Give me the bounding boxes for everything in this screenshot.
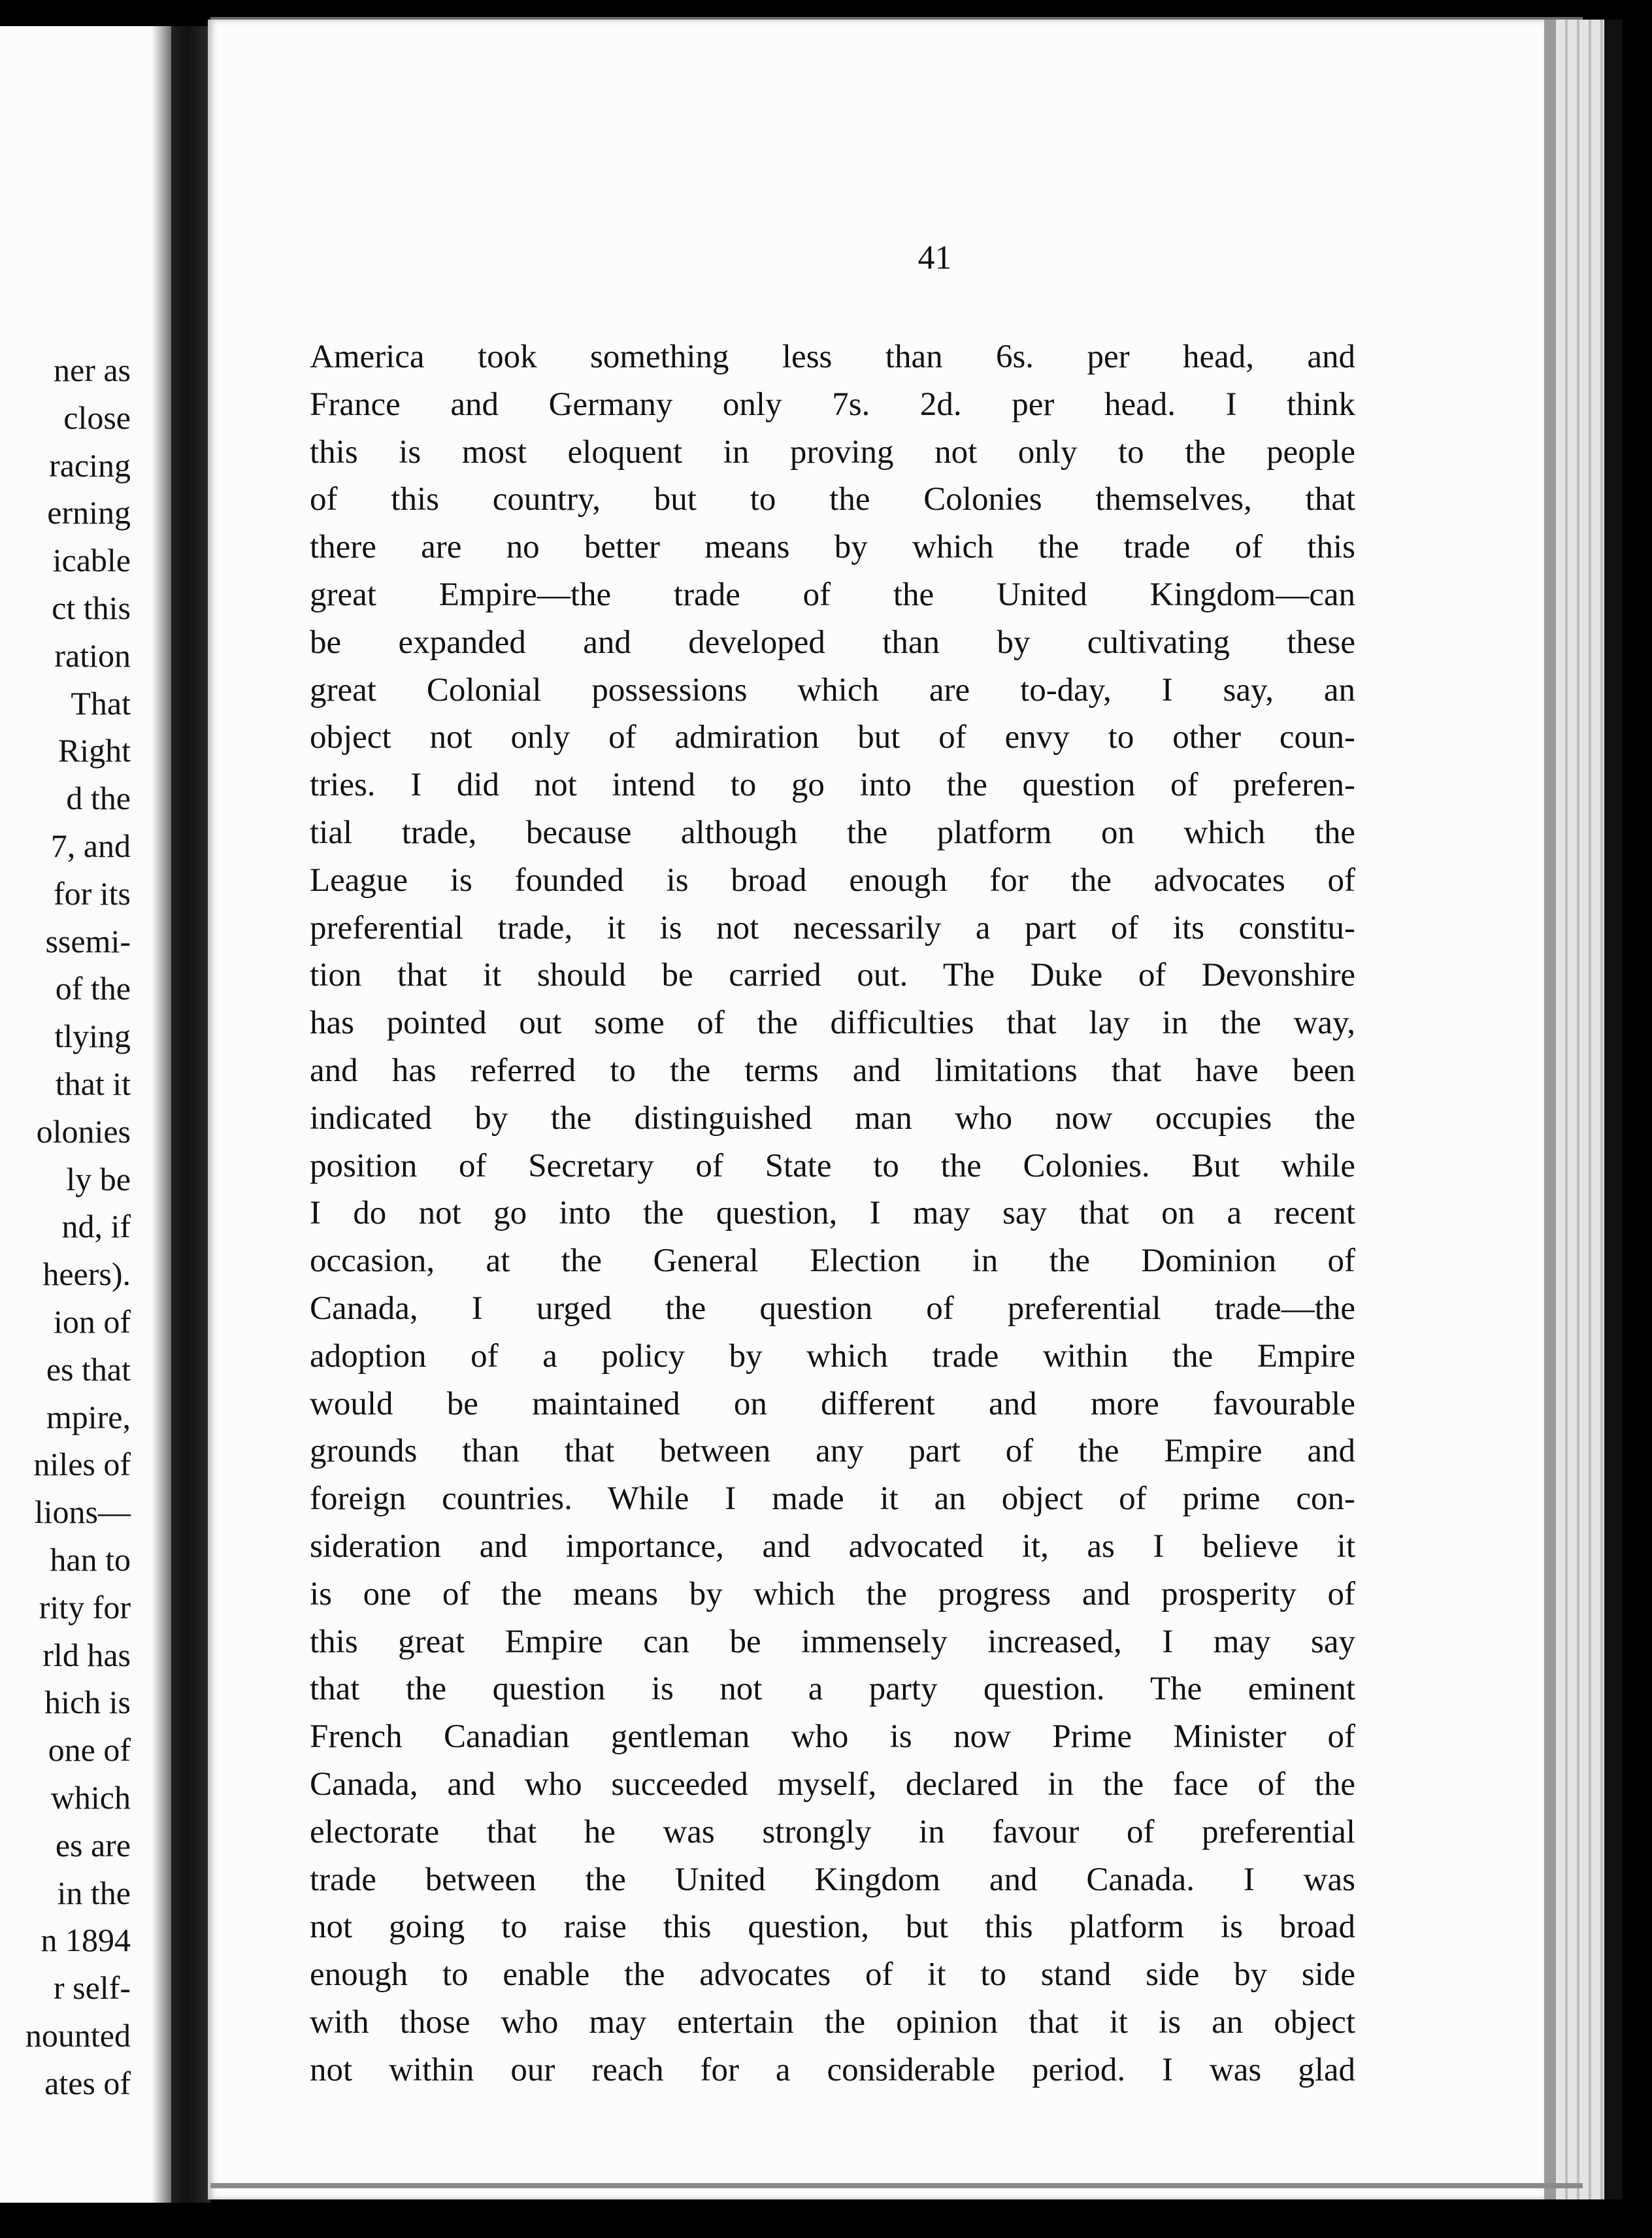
page-number: 41: [917, 239, 952, 276]
facing-line: of the: [55, 970, 131, 1007]
facing-line: heers).: [42, 1256, 131, 1293]
facing-line: olonies: [36, 1112, 131, 1150]
text-line: be expanded and developed than by cultivating these: [310, 624, 1355, 661]
facing-page-text: [0, 346, 131, 2107]
text-line: adoption of a policy by which trade within the Empire: [310, 1337, 1355, 1375]
text-line: is one of the means by which the progress and prosperity of: [310, 1575, 1355, 1612]
facing-line: close: [63, 399, 131, 436]
text-line: great Empire—the trade of the United Kingdom—can: [310, 576, 1355, 613]
body-text: [310, 333, 1355, 2094]
text-line: I do not go into the question, I may say that on a recent: [310, 1195, 1355, 1232]
facing-line: ct this: [52, 589, 131, 626]
text-line: not within our reach for a considerable period. I was glad: [310, 2051, 1355, 2088]
facing-line: in the: [57, 1874, 131, 1911]
facing-line: ates of: [44, 2064, 131, 2101]
text-line: great Colonial possessions which are to-day, I say, an: [310, 671, 1355, 709]
text-line: Canada, I urged the question of preferential trade—the: [310, 1290, 1355, 1327]
text-line: object not only of admiration but of envy to other coun-: [310, 719, 1355, 756]
text-line: French Canadian gentleman who is now Prime Minister of: [310, 1718, 1355, 1756]
text-line: France and Germany only 7s. 2d. per head. I think: [310, 386, 1355, 423]
text-line: grounds than that between any part of the Empire and: [310, 1433, 1355, 1470]
text-line: and has referred to the terms and limitations that have been: [310, 1052, 1355, 1089]
text-line: of this country, but to the Colonies themselves, that: [310, 481, 1355, 518]
facing-page: [0, 26, 171, 2203]
text-line: League is founded is broad enough for the advocates of: [310, 861, 1355, 899]
text-line: trade between the United Kingdom and Canada. I was: [310, 1861, 1355, 1898]
text-line: tial trade, because although the platform on which the: [310, 814, 1355, 851]
facing-line: one of: [48, 1731, 131, 1769]
text-line: preferential trade, it is not necessarily a part of its constitu-: [310, 909, 1355, 946]
text-line: this great Empire can be immensely increased, I may say: [310, 1623, 1355, 1660]
facing-line: ration: [54, 637, 131, 674]
facing-line: rity for: [39, 1588, 131, 1626]
text-line: America took something less than 6s. per head, and: [310, 339, 1355, 375]
text-line: electorate that he was strongly in favour of preferential: [310, 1813, 1355, 1850]
page-edges: [1544, 20, 1623, 2199]
text-line: has pointed out some of the difficulties that lay in the way,: [310, 1005, 1355, 1042]
text-line: tion that it should be carried out. The Duke of Devonshire: [310, 957, 1355, 994]
facing-line: 7, and: [50, 827, 131, 864]
facing-line: ner as: [54, 352, 131, 388]
facing-line: tlying: [54, 1018, 131, 1055]
facing-line: lions—: [34, 1494, 131, 1531]
facing-line: Right: [58, 732, 131, 769]
text-line: foreign countries. While I made it an object of prime con-: [310, 1480, 1355, 1518]
text-line: indicated by the distinguished man who now occupies the: [310, 1099, 1355, 1137]
text-line: enough to enable the advocates of it to stand side by side: [310, 1956, 1355, 1994]
main-page: [208, 20, 1544, 2199]
facing-line: racing: [49, 446, 131, 484]
text-line: position of Secretary of State to the Colonies. But while: [310, 1147, 1355, 1184]
book-gutter: [171, 26, 210, 2203]
text-line: this is most eloquent in proving not only to the people: [310, 433, 1355, 471]
facing-line: r self-: [54, 1969, 131, 2007]
facing-line: That: [71, 684, 131, 722]
facing-line: nd, if: [61, 1208, 131, 1245]
facing-line: mpire,: [46, 1398, 131, 1435]
facing-line: ssemi-: [45, 922, 131, 960]
text-line: tries. I did not intend to go into the question of preferen-: [310, 767, 1355, 804]
facing-line: hich is: [44, 1684, 131, 1721]
facing-line: niles of: [33, 1446, 131, 1483]
text-line: not going to raise this question, but this platform is broad: [310, 1909, 1355, 1946]
facing-line: which: [50, 1779, 131, 1816]
text-line: that the question is not a party question. The eminent: [310, 1671, 1355, 1708]
facing-line: han to: [50, 1541, 131, 1578]
facing-line: es that: [46, 1350, 131, 1388]
facing-line: that it: [55, 1065, 131, 1102]
facing-line: ion of: [53, 1303, 131, 1340]
facing-line: rld has: [42, 1636, 131, 1673]
text-line: would be maintained on different and more favourable: [310, 1385, 1355, 1422]
text-line: Canada, and who succeeded myself, declared in the face of the: [310, 1765, 1355, 1803]
facing-line: erning: [47, 494, 131, 531]
text-line: there are no better means by which the trade of this: [310, 529, 1355, 566]
facing-line: nounted: [25, 2016, 131, 2054]
text-line: sideration and importance, and advocated it, as I believe it: [310, 1528, 1355, 1565]
facing-line: n 1894: [41, 1922, 131, 1959]
text-line: with those who may entertain the opinion that it is an object: [310, 2003, 1355, 2041]
facing-line: es are: [55, 1826, 131, 1863]
facing-line: for its: [53, 875, 131, 912]
facing-line: d the: [66, 780, 131, 817]
facing-line: ly be: [66, 1160, 131, 1197]
text-line: occasion, at the General Election in the Dominion of: [310, 1243, 1355, 1280]
bottom-edge: [210, 2183, 1583, 2188]
facing-line: icable: [52, 542, 131, 579]
